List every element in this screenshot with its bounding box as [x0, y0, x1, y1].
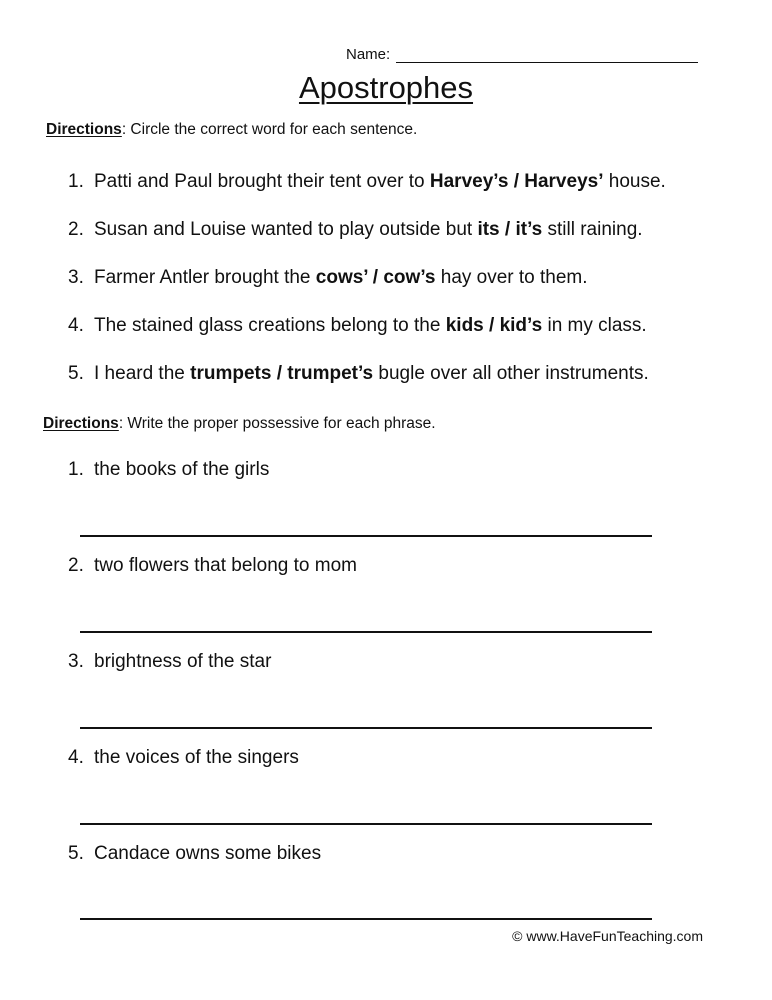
question-text: hay over to them.	[435, 267, 588, 288]
directions-label: Directions	[46, 121, 122, 138]
footer-copyright: © www.HaveFunTeaching.com	[512, 928, 703, 944]
name-field-line[interactable]	[396, 44, 698, 63]
question-text: Susan and Louise wanted to play outside but	[94, 219, 478, 240]
directions-write	[43, 415, 436, 433]
directions-label: Directions	[43, 415, 119, 432]
answer-choices[interactable]: kids / kid’s	[445, 315, 543, 336]
question-number: 3.	[68, 267, 84, 288]
circle-question-4	[68, 315, 647, 337]
answer-choices[interactable]: trumpets / trumpet’s	[190, 363, 374, 384]
answer-line-4[interactable]	[80, 823, 652, 825]
answer-choices[interactable]: Harvey’s / Harveys’	[429, 171, 604, 192]
question-text: I heard the	[94, 363, 191, 384]
directions-text: : Circle the correct word for each sentence.	[121, 121, 418, 138]
name-label: Name:	[346, 46, 391, 63]
prompt-text: Candace owns some bikes	[94, 843, 322, 864]
prompt-text: the books of the girls	[94, 459, 270, 480]
possessive-prompt-4	[68, 747, 299, 769]
question-text: still raining.	[542, 219, 643, 240]
question-text: bugle over all other instruments.	[373, 363, 649, 384]
question-text: house.	[603, 171, 666, 192]
circle-question-3	[68, 267, 588, 289]
question-text: Farmer Antler brought the	[94, 267, 316, 288]
prompt-number: 1.	[68, 459, 84, 480]
answer-line-1[interactable]	[80, 535, 652, 537]
circle-question-2	[68, 219, 643, 241]
directions-text: : Write the proper possessive for each phrase.	[118, 415, 436, 432]
prompt-text: the voices of the singers	[94, 747, 299, 768]
answer-line-2[interactable]	[80, 631, 652, 633]
question-number: 1.	[68, 171, 84, 192]
prompt-number: 3.	[68, 651, 84, 672]
directions-circle	[46, 121, 417, 139]
prompt-text: two flowers that belong to mom	[94, 555, 357, 576]
circle-question-1	[68, 171, 666, 193]
possessive-prompt-5	[68, 843, 321, 865]
answer-line-5[interactable]	[80, 918, 652, 920]
prompt-number: 2.	[68, 555, 84, 576]
answer-choices[interactable]: cows’ / cow’s	[315, 267, 436, 288]
possessive-prompt-3	[68, 651, 271, 673]
possessive-prompt-1	[68, 459, 269, 481]
prompt-text: brightness of the star	[94, 651, 272, 672]
prompt-number: 4.	[68, 747, 84, 768]
question-text: The stained glass creations belong to the	[94, 315, 446, 336]
prompt-number: 5.	[68, 843, 84, 864]
name-row	[346, 44, 698, 63]
possessive-prompt-2	[68, 555, 357, 577]
question-number: 5.	[68, 363, 84, 384]
question-number: 2.	[68, 219, 84, 240]
question-number: 4.	[68, 315, 84, 336]
circle-question-5	[68, 363, 649, 385]
page-title: Apostrophes	[298, 70, 474, 105]
answer-line-3[interactable]	[80, 727, 652, 729]
question-text: Patti and Paul brought their tent over to	[94, 171, 430, 192]
answer-choices[interactable]: its / it’s	[477, 219, 543, 240]
question-text: in my class.	[542, 315, 647, 336]
